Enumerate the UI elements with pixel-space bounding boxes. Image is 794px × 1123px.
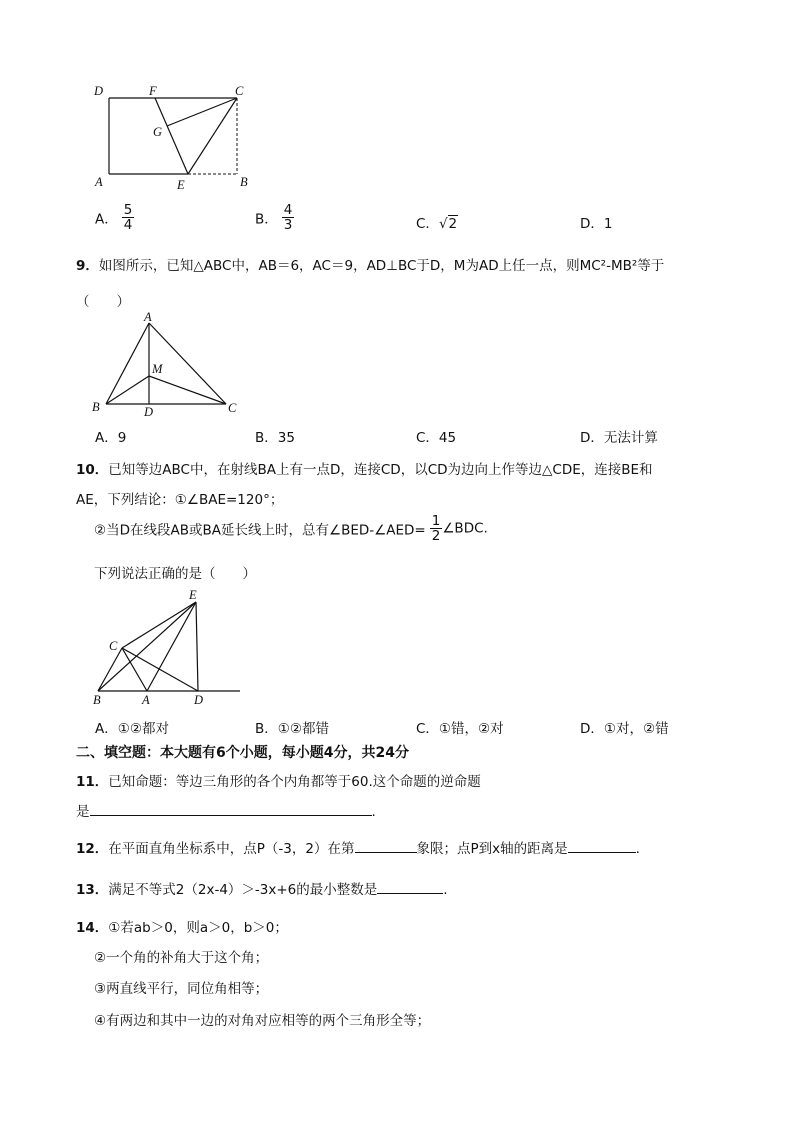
label-c: C: [109, 639, 118, 653]
q11-answer-blank[interactable]: [90, 801, 372, 816]
label-a: A: [144, 310, 152, 324]
question-number: 11．: [76, 774, 109, 790]
q12-quadrant-blank[interactable]: [355, 838, 417, 853]
segment-mc: [149, 376, 226, 404]
q9-figure: [88, 310, 248, 422]
q10-figure: [88, 585, 248, 710]
q10-option-a[interactable]: A．①②都对: [95, 721, 169, 737]
q14-statement-1: [76, 916, 288, 936]
segment-ae: [147, 602, 196, 691]
q11-stem-line1: [76, 770, 481, 790]
question-number: 14．: [76, 920, 109, 936]
q8-option-letter: D．: [580, 216, 604, 232]
q11-stem-line2: [76, 800, 376, 820]
label-e: E: [177, 178, 185, 192]
sqrt-symbol: √2: [438, 216, 458, 232]
question-text: 已知等边ABC中，在射线BA上有一点D，连接CD，以CD为边向上作等边△CDE，连接BE和: [108, 462, 653, 478]
statement-2-angle: ∠BDC.: [442, 520, 488, 537]
q8-option-fraction: $\frac{5}{4}$: [123, 202, 133, 234]
q8-figure: [85, 80, 265, 195]
label-m: M: [152, 362, 163, 376]
question-text: .: [635, 841, 640, 857]
question-text: 是: [76, 804, 90, 820]
question-number: 12．: [76, 841, 109, 857]
segment-mb: [106, 376, 149, 404]
question-text: .: [443, 882, 448, 898]
question-text: 如图所示，已知△ABC中，AB＝6，AC＝9，AD⊥BC于D，M为AD上任一点，则MC²-MB²等于: [98, 258, 665, 274]
segment-cd: [122, 648, 198, 691]
label-d: D: [144, 405, 154, 419]
label-c: C: [235, 84, 244, 98]
q9-option-b[interactable]: B．35: [255, 430, 295, 446]
q12-distance-blank[interactable]: [568, 838, 636, 853]
q14-statement-3: ③两直线平行，同位角相等；: [94, 981, 269, 997]
q10-option-c[interactable]: C．①错，②对: [416, 721, 504, 737]
statement-2-text: ②当D在线段AB或BA延长线上时，总有∠BED-∠AED=: [94, 522, 426, 539]
label-b: B: [240, 175, 248, 189]
q10-option-b[interactable]: B．①②都错: [255, 721, 329, 737]
q8-option-b[interactable]: [255, 203, 294, 232]
question-number: 9．: [76, 258, 99, 274]
segment-ed: [196, 602, 198, 691]
segment-ce: [188, 98, 237, 174]
segment-bc: [98, 648, 122, 691]
question-number: 10．: [76, 462, 109, 478]
q9-option-d[interactable]: D．无法计算: [580, 430, 658, 446]
q8-option-letter: A．: [95, 211, 118, 228]
label-e: E: [189, 588, 197, 602]
question-text: 象限；点P到x轴的距离是: [416, 841, 568, 857]
section-heading-fill-in: 二、填空题：本大题有6个小题，每小题4分，共24分: [76, 745, 409, 761]
statement-text: ①若ab＞0，则a＞0，b＞0；: [108, 920, 288, 936]
label-g: G: [153, 125, 163, 139]
q8-option-letter: B．: [255, 211, 278, 228]
q14-statement-2: ②一个角的补角大于这个角；: [94, 950, 269, 966]
segment-ab: [106, 323, 149, 404]
q10-option-d[interactable]: D．①对，②错: [580, 721, 669, 737]
q9-option-c[interactable]: C．45: [416, 430, 457, 446]
q13-stem: [76, 878, 448, 898]
label-b: B: [92, 400, 100, 414]
label-a: A: [142, 693, 150, 707]
q9-answer-paren: （ ）: [76, 294, 130, 310]
question-text: .: [371, 804, 376, 820]
label-f: F: [149, 84, 157, 98]
q8-option-c[interactable]: [416, 212, 458, 232]
one-half-fraction: $\frac{1}{2}$: [431, 513, 441, 545]
q8-option-d[interactable]: [580, 212, 613, 232]
question-text: 已知命题：等边三角形的各个内角都等于60.这个命题的逆命题: [108, 774, 481, 790]
label-a: A: [95, 175, 103, 189]
q10-stem-line3: [94, 514, 488, 543]
q10-stem-line4: 下列说法正确的是（ ）: [94, 566, 256, 582]
label-d: D: [194, 693, 204, 707]
q9-option-a[interactable]: A．9: [95, 430, 127, 446]
label-c: C: [228, 401, 237, 415]
q8-option-a[interactable]: [95, 203, 134, 232]
q10-stem-line1: [76, 458, 653, 478]
question-text: 满足不等式2（2x-4）＞-3x+6的最小整数是: [108, 882, 378, 898]
q14-statement-4: ④有两边和其中一边的对角对应相等的两个三角形全等；: [94, 1013, 431, 1029]
q9-stem: [76, 254, 664, 274]
q8-option-fraction: $\frac{4}{3}$: [283, 202, 293, 234]
q13-answer-blank[interactable]: [377, 879, 443, 894]
q8-option-letter: C．: [416, 216, 439, 232]
question-text: 在平面直角坐标系中，点P（-3，2）在第: [108, 841, 355, 857]
q10-stem-line2: AE，下列结论：①∠BAE=120°；: [76, 492, 284, 508]
q12-stem: [76, 837, 640, 857]
q8-option-value: 1: [603, 216, 613, 232]
question-number: 13．: [76, 882, 109, 898]
label-b: B: [93, 693, 101, 707]
segment-ce: [122, 602, 196, 648]
label-d: D: [94, 84, 104, 98]
segment-cg: [167, 98, 237, 126]
